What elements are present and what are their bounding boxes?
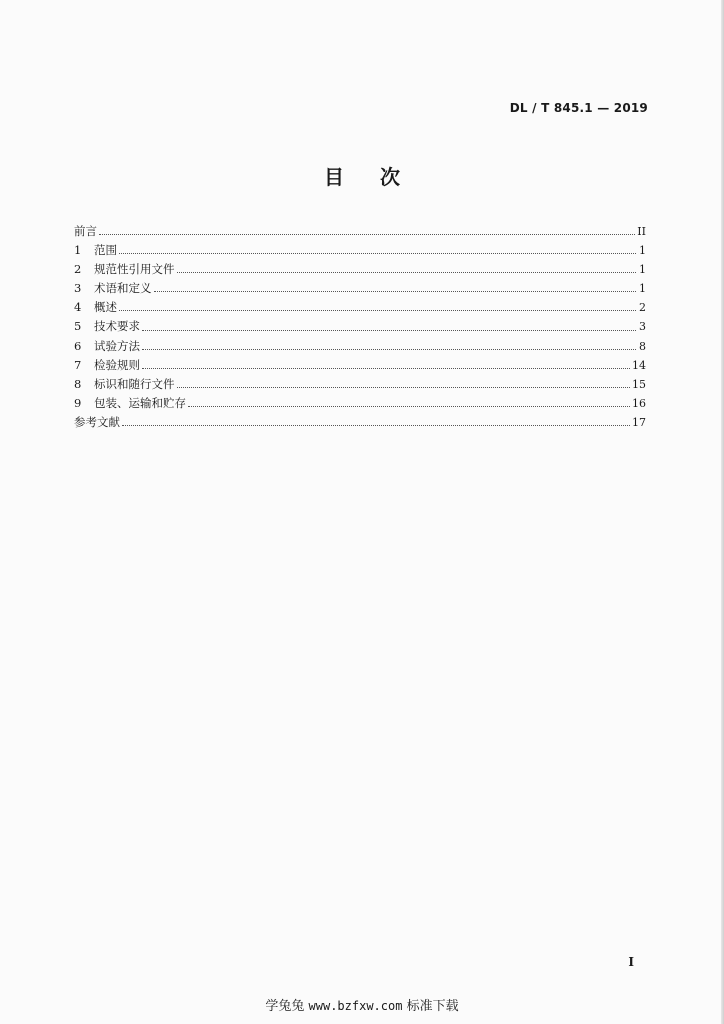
toc-entry-number: 3: [74, 281, 82, 296]
document-code: DL / T 845.1 — 2019: [509, 101, 648, 115]
toc-entry[interactable]: [74, 222, 646, 241]
page-number: I: [628, 955, 634, 969]
toc-leader-dots: [154, 291, 637, 292]
toc-leader-dots: [119, 253, 636, 254]
footer-tagline: 标准下载: [406, 999, 459, 1014]
footer-url[interactable]: www.bzfxw.com: [308, 999, 403, 1013]
toc-leader-dots: [177, 272, 637, 273]
toc-entry-label: 前言: [74, 224, 97, 238]
toc-leader-dots: [122, 425, 630, 426]
toc-entry-label: 技术要求: [94, 319, 140, 334]
toc-leader-dots: [142, 330, 636, 331]
footer-site-name: 学兔兔: [265, 999, 305, 1014]
toc-entry-page: 15: [632, 377, 646, 391]
toc-entry-number: 7: [74, 357, 82, 372]
toc-entry-number: 4: [74, 300, 82, 315]
toc-entry-page: 14: [632, 358, 646, 372]
toc-entry-label: 概述: [94, 300, 117, 315]
page-title: 目次: [324, 165, 436, 189]
toc-entry-number: 2: [74, 262, 82, 277]
toc-entry-number: 5: [74, 319, 82, 334]
toc-entry-page: 16: [632, 396, 646, 410]
toc-entry-label: 标识和随行文件: [94, 376, 175, 391]
toc-entry-label: 试验方法: [94, 338, 140, 353]
toc-entry-page: 2: [639, 301, 646, 315]
toc-entry-number: 6: [74, 338, 82, 353]
toc-entry[interactable]: [74, 279, 646, 298]
toc-entry[interactable]: [74, 356, 646, 375]
footer-watermark: [0, 995, 724, 1014]
toc-entry[interactable]: [74, 317, 646, 336]
toc-entry[interactable]: [74, 241, 646, 260]
toc-entry[interactable]: [74, 298, 646, 317]
toc-entry-number: 8: [74, 376, 82, 391]
toc-leader-dots: [188, 406, 630, 407]
toc-entry-label: 范围: [94, 243, 117, 258]
toc-entry-number: 1: [74, 243, 82, 258]
toc-entry-number: 9: [74, 395, 82, 410]
toc-entry[interactable]: [74, 337, 646, 356]
toc-entry-label: 术语和定义: [94, 281, 152, 296]
toc-entry[interactable]: [74, 260, 646, 279]
toc-entry[interactable]: [74, 375, 646, 394]
toc-entry[interactable]: [74, 394, 646, 413]
table-of-contents: [74, 222, 646, 432]
toc-entry-page: 1: [639, 244, 646, 258]
toc-entry-label: 包装、运输和贮存: [94, 395, 186, 410]
toc-entry-label: 规范性引用文件: [94, 262, 175, 277]
toc-entry-label: 参考文献: [74, 414, 120, 429]
toc-leader-dots: [119, 310, 636, 311]
toc-leader-dots: [142, 368, 630, 369]
toc-leader-dots: [99, 234, 635, 235]
toc-entry-page: 17: [632, 415, 646, 429]
toc-leader-dots: [177, 387, 631, 388]
toc-entry[interactable]: [74, 413, 646, 432]
toc-entry-page: 1: [639, 282, 646, 296]
toc-leader-dots: [142, 349, 636, 350]
toc-entry-page: 8: [639, 339, 646, 353]
toc-entry-page: 3: [639, 320, 646, 334]
toc-entry-page: 1: [639, 263, 646, 277]
toc-entry-label: 检验规则: [94, 357, 140, 372]
toc-entry-page: II: [637, 225, 646, 238]
